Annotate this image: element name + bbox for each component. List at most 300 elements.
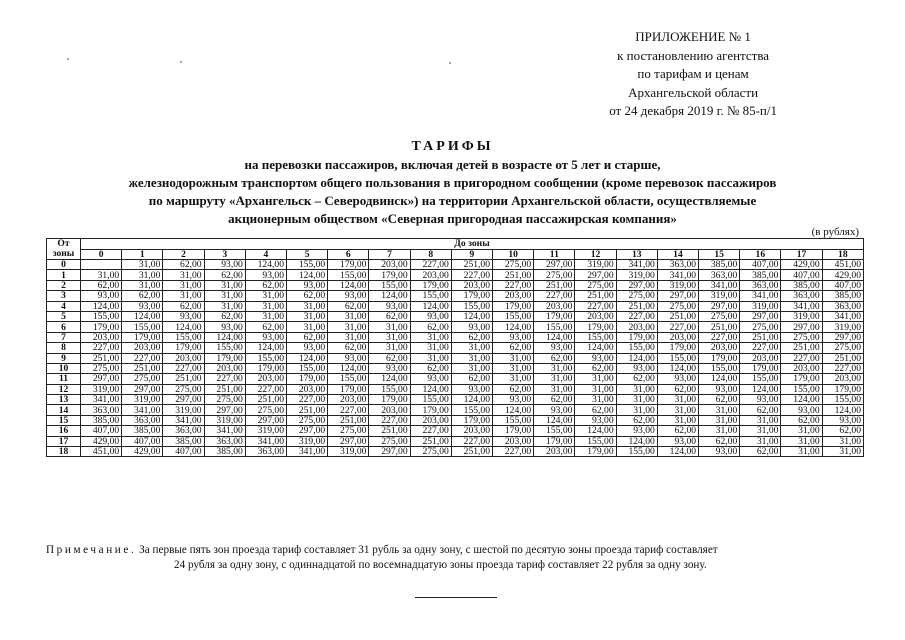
tariff-cell: 155,00 bbox=[287, 260, 328, 270]
tariff-cell: 179,00 bbox=[451, 415, 492, 425]
tariff-cell: 155,00 bbox=[781, 384, 822, 394]
tariff-cell: 179,00 bbox=[328, 260, 369, 270]
tariff-cell: 155,00 bbox=[493, 415, 534, 425]
tariff-cell: 179,00 bbox=[493, 301, 534, 311]
tariff-cell: 251,00 bbox=[369, 426, 410, 436]
tariff-cell: 429,00 bbox=[822, 270, 863, 280]
tariff-cell: 179,00 bbox=[369, 395, 410, 405]
tariff-cell: 124,00 bbox=[451, 311, 492, 321]
tariff-cell: 62,00 bbox=[740, 447, 781, 457]
tariff-cell: 451,00 bbox=[81, 447, 122, 457]
tariff-cell: 93,00 bbox=[122, 301, 163, 311]
tariff-cell: 297,00 bbox=[657, 291, 698, 301]
tariff-cell: 203,00 bbox=[328, 395, 369, 405]
from-zone-cell: 13 bbox=[47, 395, 81, 405]
tariff-cell: 31,00 bbox=[410, 332, 451, 342]
tariff-cell: 341,00 bbox=[781, 301, 822, 311]
tariff-cell: 31,00 bbox=[616, 405, 657, 415]
tariff-cell: 179,00 bbox=[245, 363, 286, 373]
tariff-cell: 93,00 bbox=[699, 384, 740, 394]
zone-column-header: 17 bbox=[781, 249, 822, 260]
tariff-cell: 179,00 bbox=[81, 322, 122, 332]
tariff-cell: 429,00 bbox=[781, 260, 822, 270]
tariff-cell: 155,00 bbox=[287, 363, 328, 373]
tariff-cell: 93,00 bbox=[699, 447, 740, 457]
tariff-cell: 93,00 bbox=[616, 426, 657, 436]
tariff-cell: 31,00 bbox=[822, 447, 863, 457]
tariff-cell: 31,00 bbox=[369, 343, 410, 353]
zone-column-header: 5 bbox=[287, 249, 328, 260]
title-line: на перевозки пассажиров, включая детей в возрасте от 5 лет и старше, bbox=[244, 157, 661, 172]
tariff-cell: 124,00 bbox=[287, 270, 328, 280]
tariff-cell: 203,00 bbox=[245, 374, 286, 384]
tariff-cell: 179,00 bbox=[369, 270, 410, 280]
zone-column-header: 16 bbox=[740, 249, 781, 260]
from-zone-cell: 3 bbox=[47, 291, 81, 301]
zone-column-header: 1 bbox=[122, 249, 163, 260]
tariff-cell: 227,00 bbox=[493, 447, 534, 457]
tariff-cell: 319,00 bbox=[328, 447, 369, 457]
tariff-cell: 31,00 bbox=[328, 332, 369, 342]
tariff-cell: 93,00 bbox=[493, 332, 534, 342]
tariff-cell: 203,00 bbox=[575, 311, 616, 321]
tariff-cell: 31,00 bbox=[657, 415, 698, 425]
zone-column-header: 0 bbox=[81, 249, 122, 260]
tariff-cell: 319,00 bbox=[781, 311, 822, 321]
tariff-cell: 155,00 bbox=[328, 270, 369, 280]
tariff-cell: 275,00 bbox=[245, 405, 286, 415]
tariff-cell: 124,00 bbox=[616, 436, 657, 446]
tariff-cell: 251,00 bbox=[822, 353, 863, 363]
tariff-cell: 179,00 bbox=[410, 280, 451, 290]
tariff-cell: 124,00 bbox=[369, 374, 410, 384]
tariff-cell: 297,00 bbox=[287, 426, 328, 436]
tariff-cell: 31,00 bbox=[163, 270, 204, 280]
zone-column-header: 10 bbox=[493, 249, 534, 260]
zone-column-header: 6 bbox=[328, 249, 369, 260]
tariff-cell: 297,00 bbox=[740, 311, 781, 321]
tariff-cell: 93,00 bbox=[204, 322, 245, 332]
tariff-cell: 155,00 bbox=[451, 301, 492, 311]
tariff-cell: 62,00 bbox=[699, 436, 740, 446]
appendix-line: Архангельской области bbox=[628, 84, 759, 100]
tariff-cell: 363,00 bbox=[822, 301, 863, 311]
tariff-cell: 124,00 bbox=[822, 405, 863, 415]
tariff-cell: 31,00 bbox=[369, 332, 410, 342]
tariff-cell: 62,00 bbox=[493, 384, 534, 394]
tariff-cell: 62,00 bbox=[575, 405, 616, 415]
tariff-cell: 93,00 bbox=[451, 384, 492, 394]
tariff-cell: 297,00 bbox=[204, 405, 245, 415]
tariff-cell: 93,00 bbox=[328, 353, 369, 363]
tariff-cell: 297,00 bbox=[81, 374, 122, 384]
tariff-cell: 203,00 bbox=[493, 291, 534, 301]
tariff-cell: 62,00 bbox=[328, 301, 369, 311]
tariff-cell: 363,00 bbox=[204, 436, 245, 446]
tariff-cell: 203,00 bbox=[822, 374, 863, 384]
tariff-cell: 227,00 bbox=[616, 311, 657, 321]
tariff-cell: 62,00 bbox=[493, 343, 534, 353]
tariff-cell: 297,00 bbox=[822, 332, 863, 342]
tariff-cell: 451,00 bbox=[822, 260, 863, 270]
tariff-cell: 203,00 bbox=[616, 322, 657, 332]
tariff-cell: 31,00 bbox=[328, 311, 369, 321]
tariff-cell: 407,00 bbox=[163, 447, 204, 457]
tariff-cell: 31,00 bbox=[451, 343, 492, 353]
tariff-cell: 124,00 bbox=[369, 291, 410, 301]
tariff-cell: 227,00 bbox=[534, 291, 575, 301]
tariff-cell: 227,00 bbox=[657, 322, 698, 332]
tariff-cell: 251,00 bbox=[81, 353, 122, 363]
tariff-cell: 385,00 bbox=[163, 436, 204, 446]
tariff-cell: 124,00 bbox=[328, 280, 369, 290]
tariff-cell: 62,00 bbox=[575, 363, 616, 373]
zone-column-header: 3 bbox=[204, 249, 245, 260]
tariff-cell: 31,00 bbox=[534, 374, 575, 384]
tariff-cell: 62,00 bbox=[163, 301, 204, 311]
tariff-cell: 251,00 bbox=[493, 270, 534, 280]
tariff-cell: 203,00 bbox=[81, 332, 122, 342]
tariff-cell: 62,00 bbox=[410, 322, 451, 332]
tariff-cell: 93,00 bbox=[410, 311, 451, 321]
tariff-cell: 155,00 bbox=[204, 343, 245, 353]
tariff-cell: 203,00 bbox=[122, 343, 163, 353]
tariff-cell: 179,00 bbox=[534, 436, 575, 446]
tariff-cell: 31,00 bbox=[122, 270, 163, 280]
tariff-cell: 93,00 bbox=[781, 405, 822, 415]
tariff-cell: 155,00 bbox=[575, 436, 616, 446]
from-zone-cell: 14 bbox=[47, 405, 81, 415]
tariff-cell: 319,00 bbox=[122, 395, 163, 405]
tariff-cell: 275,00 bbox=[287, 415, 328, 425]
tariff-cell: 319,00 bbox=[822, 322, 863, 332]
tariff-cell: 31,00 bbox=[122, 280, 163, 290]
tariff-cell: 341,00 bbox=[822, 311, 863, 321]
tariff-cell: 62,00 bbox=[204, 270, 245, 280]
tariff-cell: 319,00 bbox=[740, 301, 781, 311]
tariff-cell: 227,00 bbox=[245, 384, 286, 394]
tariff-cell: 179,00 bbox=[740, 363, 781, 373]
tariff-cell: 31,00 bbox=[369, 322, 410, 332]
tariff-cell: 275,00 bbox=[369, 436, 410, 446]
tariff-cell: 31,00 bbox=[493, 374, 534, 384]
tariff-cell: 363,00 bbox=[81, 405, 122, 415]
tariff-cell: 93,00 bbox=[204, 260, 245, 270]
tariff-cell: 31,00 bbox=[122, 260, 163, 270]
tariff-cell: 179,00 bbox=[699, 353, 740, 363]
tariff-cell: 363,00 bbox=[781, 291, 822, 301]
tariff-cell: 275,00 bbox=[493, 260, 534, 270]
tariff-cell: 124,00 bbox=[657, 363, 698, 373]
tariff-cell: 31,00 bbox=[699, 405, 740, 415]
tariff-cell: 341,00 bbox=[163, 415, 204, 425]
zone-column-header: 15 bbox=[699, 249, 740, 260]
tariff-cell: 363,00 bbox=[163, 426, 204, 436]
title-heading: ТАРИФЫ bbox=[411, 139, 494, 154]
table-row bbox=[47, 343, 864, 353]
tariff-cell: 385,00 bbox=[81, 415, 122, 425]
tariff-cell: 341,00 bbox=[122, 405, 163, 415]
tariff-cell: 319,00 bbox=[204, 415, 245, 425]
tariff-cell: 297,00 bbox=[575, 270, 616, 280]
tariff-cell: 93,00 bbox=[575, 353, 616, 363]
tariff-cell: 203,00 bbox=[493, 436, 534, 446]
tariff-cell: 31,00 bbox=[534, 384, 575, 394]
tariff-cell: 155,00 bbox=[410, 395, 451, 405]
tariff-cell: 155,00 bbox=[369, 384, 410, 394]
tariff-cell: 319,00 bbox=[287, 436, 328, 446]
tariff-cell: 62,00 bbox=[822, 426, 863, 436]
tariff-cell: 124,00 bbox=[287, 353, 328, 363]
tariff-cell: 227,00 bbox=[369, 415, 410, 425]
tariff-cell: 93,00 bbox=[822, 415, 863, 425]
tariff-cell: 93,00 bbox=[657, 436, 698, 446]
tariff-cell: 155,00 bbox=[616, 447, 657, 457]
tariff-cell: 203,00 bbox=[410, 415, 451, 425]
tariff-cell: 385,00 bbox=[122, 426, 163, 436]
tariff-cell: 93,00 bbox=[245, 270, 286, 280]
tariff-cell: 124,00 bbox=[493, 405, 534, 415]
tariff-cell: 93,00 bbox=[81, 291, 122, 301]
zone-column-header: 7 bbox=[369, 249, 410, 260]
tariff-cell: 319,00 bbox=[163, 405, 204, 415]
tariff-cell: 275,00 bbox=[328, 426, 369, 436]
tariff-cell: 407,00 bbox=[81, 426, 122, 436]
tariff-cell: 275,00 bbox=[781, 332, 822, 342]
tariff-cell: 124,00 bbox=[575, 426, 616, 436]
tariff-cell: 363,00 bbox=[740, 280, 781, 290]
tariff-cell: 124,00 bbox=[163, 322, 204, 332]
tariff-cell: 407,00 bbox=[740, 260, 781, 270]
from-zone-cell: 17 bbox=[47, 436, 81, 446]
tariff-cell: 93,00 bbox=[369, 363, 410, 373]
tariff-cell: 31,00 bbox=[781, 426, 822, 436]
tariff-cell: 179,00 bbox=[204, 353, 245, 363]
zone-column-header: 12 bbox=[575, 249, 616, 260]
tariff-cell: 227,00 bbox=[451, 436, 492, 446]
tariff-cell: 341,00 bbox=[699, 280, 740, 290]
tariff-cell: 385,00 bbox=[740, 270, 781, 280]
tariff-cell: 203,00 bbox=[410, 270, 451, 280]
tariff-cell: 62,00 bbox=[616, 415, 657, 425]
tariff-cell: 62,00 bbox=[410, 363, 451, 373]
tariff-cell: 155,00 bbox=[657, 353, 698, 363]
tariff-cell: 124,00 bbox=[451, 395, 492, 405]
tariff-cell: 31,00 bbox=[740, 436, 781, 446]
appendix-date: от 24 декабря 2019 г. № 85-п/1 bbox=[609, 103, 777, 118]
tariff-cell: 124,00 bbox=[534, 415, 575, 425]
tariff-cell: 31,00 bbox=[245, 301, 286, 311]
tariff-cell: 93,00 bbox=[328, 291, 369, 301]
zone-column-header: 18 bbox=[822, 249, 863, 260]
tariff-cell: 297,00 bbox=[534, 260, 575, 270]
table-row bbox=[47, 311, 864, 321]
table-row bbox=[47, 291, 864, 301]
tariff-cell: 203,00 bbox=[451, 280, 492, 290]
tariff-cell bbox=[81, 260, 122, 270]
tariff-cell: 62,00 bbox=[451, 374, 492, 384]
tariff-cell: 297,00 bbox=[369, 447, 410, 457]
from-zone-cell: 15 bbox=[47, 415, 81, 425]
footnote bbox=[46, 543, 866, 573]
tariff-cell: 62,00 bbox=[369, 353, 410, 363]
tariff-cell: 341,00 bbox=[740, 291, 781, 301]
zone-numbers-row bbox=[47, 249, 864, 260]
tariff-cell: 429,00 bbox=[122, 447, 163, 457]
tariff-cell: 31,00 bbox=[451, 353, 492, 363]
tariff-cell: 203,00 bbox=[369, 260, 410, 270]
tariff-cell: 62,00 bbox=[163, 260, 204, 270]
tariff-cell: 93,00 bbox=[287, 280, 328, 290]
tariff-cell: 93,00 bbox=[534, 343, 575, 353]
tariff-cell: 93,00 bbox=[451, 322, 492, 332]
tariff-cell: 251,00 bbox=[245, 395, 286, 405]
tariff-cell: 203,00 bbox=[740, 353, 781, 363]
tariff-cell: 227,00 bbox=[575, 301, 616, 311]
from-zone-cell: 18 bbox=[47, 447, 81, 457]
tariff-cell: 319,00 bbox=[81, 384, 122, 394]
tariff-cell: 31,00 bbox=[410, 343, 451, 353]
table-row bbox=[47, 436, 864, 446]
tariff-cell: 319,00 bbox=[657, 280, 698, 290]
tariff-cell: 385,00 bbox=[781, 280, 822, 290]
tariff-cell: 179,00 bbox=[122, 332, 163, 342]
tariff-cell: 251,00 bbox=[534, 280, 575, 290]
tariff-cell: 297,00 bbox=[245, 415, 286, 425]
tariff-cell: 155,00 bbox=[699, 363, 740, 373]
tariff-cell: 124,00 bbox=[699, 374, 740, 384]
tariff-cell: 62,00 bbox=[616, 374, 657, 384]
tariff-cell: 31,00 bbox=[287, 311, 328, 321]
tariff-cell: 93,00 bbox=[369, 301, 410, 311]
tariff-cell: 251,00 bbox=[122, 363, 163, 373]
tariff-cell: 297,00 bbox=[163, 395, 204, 405]
table-body bbox=[47, 260, 864, 457]
tariff-cell: 155,00 bbox=[575, 332, 616, 342]
tariff-cell: 31,00 bbox=[781, 436, 822, 446]
from-zone-cell: 0 bbox=[47, 260, 81, 270]
tariff-cell: 319,00 bbox=[699, 291, 740, 301]
tariff-cell: 341,00 bbox=[204, 426, 245, 436]
tariff-cell: 155,00 bbox=[493, 311, 534, 321]
tariff-cell: 93,00 bbox=[493, 395, 534, 405]
title-line: акционерным обществом «Северная пригородная пассажирская компания» bbox=[228, 211, 677, 226]
tariff-cell: 31,00 bbox=[575, 374, 616, 384]
tariff-cell: 341,00 bbox=[616, 260, 657, 270]
tariff-cell: 407,00 bbox=[122, 436, 163, 446]
title-line: по маршруту «Архангельск – Северодвинск») на территории Архангельской области, осуществляемые bbox=[148, 193, 757, 208]
tariff-cell: 31,00 bbox=[616, 395, 657, 405]
zone-column-header: 14 bbox=[657, 249, 698, 260]
tariff-cell: 275,00 bbox=[699, 311, 740, 321]
appendix-block bbox=[609, 28, 777, 121]
tariff-cell: 407,00 bbox=[822, 280, 863, 290]
tariff-cell: 275,00 bbox=[163, 384, 204, 394]
tariff-cell: 124,00 bbox=[740, 384, 781, 394]
tariff-cell: 251,00 bbox=[575, 291, 616, 301]
table-row bbox=[47, 374, 864, 384]
tariff-cell: 155,00 bbox=[163, 332, 204, 342]
tariff-cell: 124,00 bbox=[534, 332, 575, 342]
tariff-cell: 179,00 bbox=[163, 343, 204, 353]
to-zone-header: До зоны bbox=[81, 239, 864, 250]
tariff-cell: 203,00 bbox=[534, 301, 575, 311]
from-zone-cell: 6 bbox=[47, 322, 81, 332]
tariff-cell: 124,00 bbox=[410, 301, 451, 311]
tariff-cell: 31,00 bbox=[163, 280, 204, 290]
zone-column-header: 11 bbox=[534, 249, 575, 260]
tariff-cell: 275,00 bbox=[122, 374, 163, 384]
tariff-cell: 124,00 bbox=[245, 343, 286, 353]
tariff-cell: 31,00 bbox=[822, 436, 863, 446]
tariff-cell: 297,00 bbox=[328, 436, 369, 446]
table-header-row bbox=[47, 239, 864, 250]
scan-speck bbox=[449, 62, 451, 64]
tariff-cell: 429,00 bbox=[81, 436, 122, 446]
from-zone-cell: 10 bbox=[47, 363, 81, 373]
tariff-cell: 179,00 bbox=[575, 447, 616, 457]
note-lead: Примечание. bbox=[46, 544, 137, 556]
tariff-cell: 31,00 bbox=[204, 291, 245, 301]
tariff-cell: 179,00 bbox=[451, 291, 492, 301]
tariff-cell: 93,00 bbox=[245, 332, 286, 342]
tariff-cell: 31,00 bbox=[245, 311, 286, 321]
tariff-cell: 31,00 bbox=[493, 363, 534, 373]
tariff-cell: 251,00 bbox=[740, 332, 781, 342]
tariff-cell: 31,00 bbox=[534, 363, 575, 373]
tariff-cell: 227,00 bbox=[204, 374, 245, 384]
tariff-cell: 62,00 bbox=[781, 415, 822, 425]
table-row bbox=[47, 395, 864, 405]
tariff-cell: 155,00 bbox=[740, 374, 781, 384]
tariff-cell: 31,00 bbox=[204, 280, 245, 290]
tariff-cell: 385,00 bbox=[822, 291, 863, 301]
tariff-cell: 31,00 bbox=[575, 395, 616, 405]
tariff-cell: 124,00 bbox=[781, 395, 822, 405]
tariff-cell: 179,00 bbox=[616, 332, 657, 342]
tariff-cell: 341,00 bbox=[245, 436, 286, 446]
tariff-cell: 31,00 bbox=[781, 447, 822, 457]
tariff-cell: 155,00 bbox=[369, 280, 410, 290]
tariff-cell: 31,00 bbox=[204, 301, 245, 311]
tariff-cell: 203,00 bbox=[534, 447, 575, 457]
tariff-cell: 124,00 bbox=[657, 447, 698, 457]
tariff-cell: 341,00 bbox=[81, 395, 122, 405]
tariff-cell: 62,00 bbox=[204, 311, 245, 321]
footer-divider bbox=[415, 597, 497, 598]
tariff-cell: 155,00 bbox=[534, 322, 575, 332]
note-text: 24 рубля за одну зону, с одиннадцатой по восемнадцатую зоны проезда тариф составляет 22 рубля за одну зону. bbox=[174, 559, 707, 571]
from-zone-cell: 12 bbox=[47, 384, 81, 394]
tariff-cell: 124,00 bbox=[410, 384, 451, 394]
table-row bbox=[47, 426, 864, 436]
from-zone-header: От зоны bbox=[47, 239, 81, 260]
tariff-cell: 155,00 bbox=[451, 405, 492, 415]
tariff-cell: 155,00 bbox=[81, 311, 122, 321]
tariff-cell: 227,00 bbox=[740, 343, 781, 353]
tariff-cell: 124,00 bbox=[575, 343, 616, 353]
zone-column-header: 4 bbox=[245, 249, 286, 260]
tariff-cell: 341,00 bbox=[657, 270, 698, 280]
from-zone-cell: 9 bbox=[47, 353, 81, 363]
currency-note: (в рублях) bbox=[811, 226, 859, 238]
tariff-cell: 31,00 bbox=[740, 426, 781, 436]
tariff-cell: 227,00 bbox=[781, 353, 822, 363]
tariff-cell: 62,00 bbox=[287, 332, 328, 342]
tariff-cell: 363,00 bbox=[245, 447, 286, 457]
tariff-cell: 93,00 bbox=[740, 395, 781, 405]
tariff-cell: 363,00 bbox=[657, 260, 698, 270]
